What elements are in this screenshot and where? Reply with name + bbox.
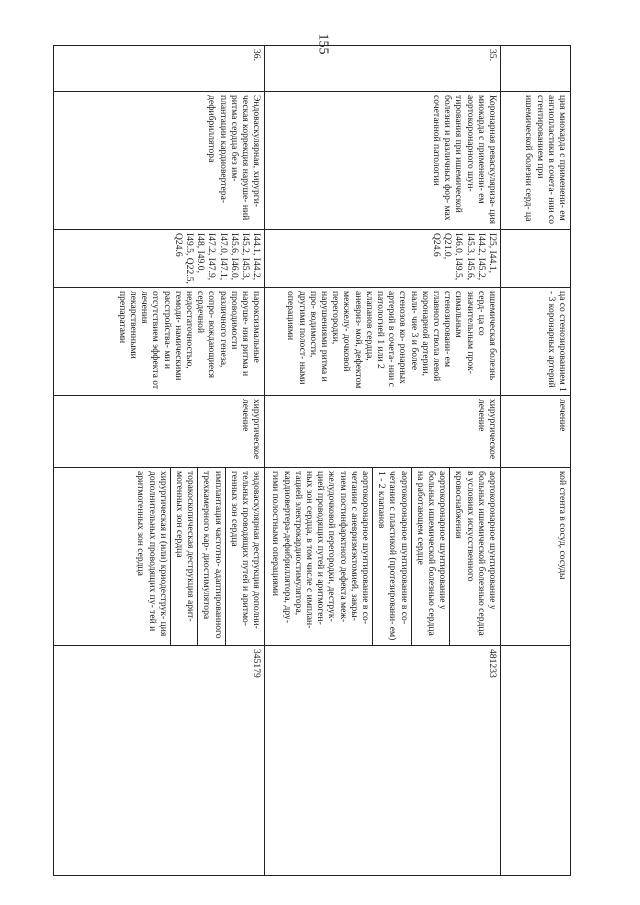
procedure-name: ция миокарда с применени- ем ангиопластики в сочета- нии со стентированием при ишемической болезни серд- ца xyxy=(501,92,571,230)
rotated-table-container xyxy=(76,45,571,875)
treatment-type: хирургическое лечение xyxy=(54,396,265,468)
cost-value: 345179 xyxy=(54,646,265,876)
treatment-methods xyxy=(265,468,501,646)
table-row xyxy=(265,46,501,876)
icd-codes: I44.1, I44.2, I45.2, I45.3, I45.6, I46.0, I47.0, I47.1, I47.2, I47.9, I48, I49.0, I49.5, Q22.5, Q24.6 xyxy=(54,230,265,288)
method-item: торакоскопическая деструкция арит- могенных зон сердца xyxy=(170,468,197,645)
method-item: аортокоронарное шунтирование у больных ишемической болезнью сердца в условиях искусственного кровоснабжения xyxy=(449,468,498,645)
method-item: аортокоронарное шунтирование в со- четании с аневризмэктомией, закры- тием постинфарктного дефекта меж- желудочковой перегородки, деструк- цией проводящих путей и аритмоген- ных зон сердца, в том числе с имплан- тацией электрокардиостимулятора, кардиовертера-дефибриллятора, дру- гими полостными операциями xyxy=(270,471,371,629)
patient-model: ца со стенозированием 1 - 3 коронарных артерий xyxy=(501,288,571,396)
method-item: хирургическая и (или) криодеструк- ция дополнительных проводящих пу- тей и аритмогенных зон сердца xyxy=(135,471,169,637)
treatment-methods xyxy=(54,468,265,646)
method-item: кой стента в сосуд, сосуды xyxy=(557,471,568,580)
treatment-type: лечение xyxy=(501,396,571,468)
cost-value xyxy=(501,646,571,876)
procedure-name: Коронарная реваскуляриза- ция миокарда с применени- ем аортокоронарного шун- тирования при ишемической болезни и различных фор- мах сочетанной патологии xyxy=(265,92,501,230)
table-row xyxy=(54,46,265,876)
patient-model: ишемическая болезнь серд- ца со значительным прок- симальным стенозировани- ем главного ствола левой коронарной артерии, нали- чие 3 и более стенозов ко- ронарных артерий в сочета- нии с патологией 1 или 2 клапанов сердца, аневриз- мой, дефектом межжелу- дочковой перегородки, нарушениями ритма и про- водимости, другими полост- ными операциями xyxy=(265,288,501,396)
icd-codes xyxy=(501,230,571,288)
treatment-type: хирургическое лечение xyxy=(265,396,501,468)
patient-model: пароксизмальные наруше- ния ритма и проводимости различного генеза, сопро- вождающиеся сердечной недостаточностью, гемоди- намическими расстройства- ми и отсутствием эффекта от лечения лекарственными препаратами xyxy=(54,288,265,396)
method-item: аортокоронарное шунтирование в со- четании с пластикой (протезировани- ем) 1 - 2 клапанов xyxy=(372,468,411,645)
treatment-methods xyxy=(501,468,571,646)
table-row xyxy=(501,46,571,876)
page-number: 155 xyxy=(315,33,331,55)
method-item: аортокоронарное шунтирование у больных ишемической болезнью сердца на работающем сердце xyxy=(411,468,450,645)
row-number: 35. xyxy=(265,46,501,92)
cost-value: 481233 xyxy=(265,646,501,876)
icd-codes: I25, I44.1, I44.2, I45.2, I45.3, I45.6, I46.0, I49.5, Q21.0, Q24.6 xyxy=(265,230,501,288)
procedure-name: Эндоваскулярная, хирурги- ческая коррекция наруше- ний ритма сердца без им- плантации кардиовертера- дефибриллятора xyxy=(54,92,265,230)
method-item: эндоваскулярная деструкция дополни- тельных проводящих путей и аритмо- генных зон сердца xyxy=(225,468,263,645)
row-number xyxy=(501,46,571,92)
procedures-table xyxy=(53,45,571,876)
row-number: 36. xyxy=(54,46,265,92)
method-item: имплантация частотно- адаптированного трехкамерного кар- диостимулятора xyxy=(197,468,224,645)
